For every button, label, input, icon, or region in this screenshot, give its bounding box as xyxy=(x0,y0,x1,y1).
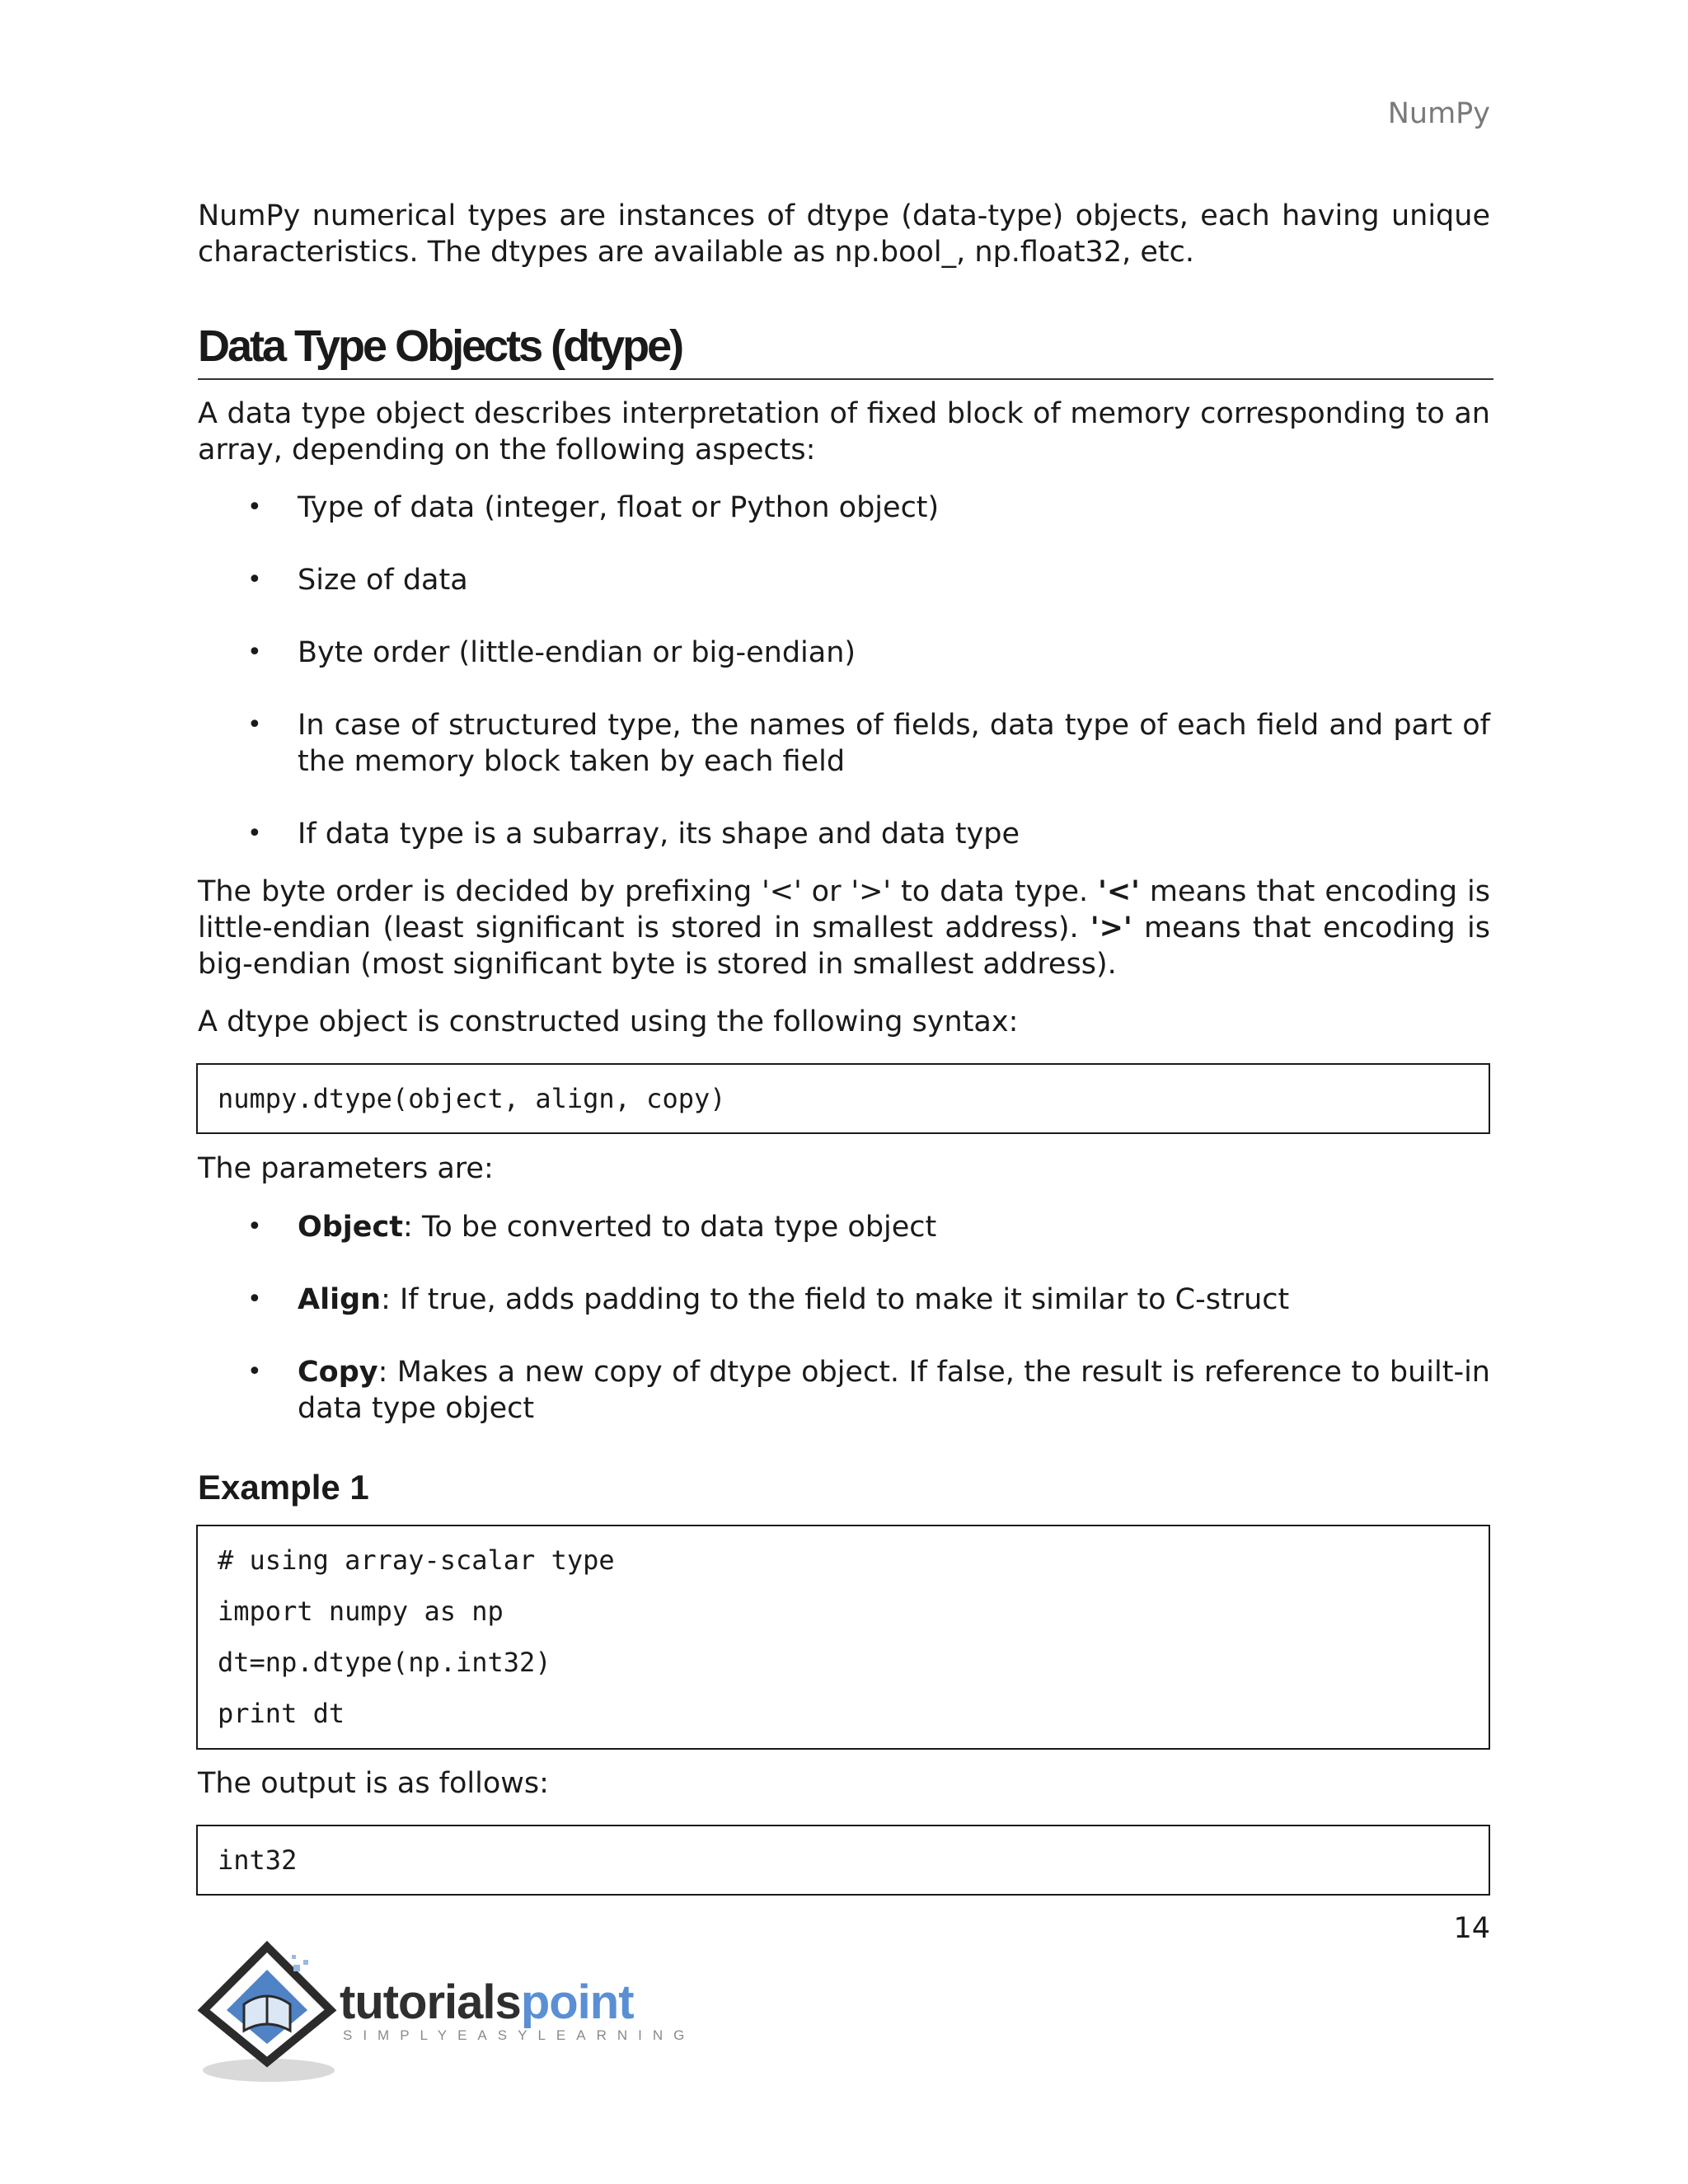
syntax-code-block: numpy.dtype(object, align, copy) xyxy=(196,1063,1490,1134)
bullet-icon: • xyxy=(247,710,262,739)
aspect-item: • In case of structured type, the names of fields, data type of each field and part of the memory block taken by each field xyxy=(247,709,1490,778)
example-code-block: # using array-scalar type import numpy as np dt=np.dtype(np.int32) print dt xyxy=(196,1525,1490,1750)
bullet-icon: • xyxy=(247,638,262,667)
byte-order-paragraph: The byte order is decided by prefixing '<' or '>' to data type. '<' means that encoding is little-endian (least significant is stored in smallest address). '>' means that encoding is big-endian (most significant byte is stored in smallest address). xyxy=(198,875,1490,981)
param-item: • Align: If true, adds padding to the field to make it similar to C-struct xyxy=(247,1283,1290,1316)
bullet-icon: • xyxy=(247,819,262,848)
intro-paragraph: NumPy numerical types are instances of dtype (data-type) objects, each having unique characteristics. The dtypes are available as np.bool_, np.float32, etc. xyxy=(198,199,1490,269)
bullet-icon: • xyxy=(247,1357,262,1386)
example-heading: Example 1 xyxy=(198,1468,369,1507)
page-number: 14 xyxy=(1453,1912,1490,1945)
tutorialspoint-logo xyxy=(195,1938,696,2087)
description-paragraph: A data type object describes interpretation of fixed block of memory corresponding to an array, depending on the following aspects: xyxy=(198,397,1490,466)
output-intro: The output is as follows: xyxy=(198,1767,549,1800)
output-code-block: int32 xyxy=(196,1825,1490,1896)
running-header: NumPy xyxy=(1387,97,1490,130)
bullet-icon: • xyxy=(247,493,262,522)
param-name: Copy xyxy=(298,1356,378,1389)
logo-wordmark: tutorialspoint xyxy=(340,1975,634,2029)
aspect-item: • Byte order (little-endian or big-endian) xyxy=(247,636,856,669)
bullet-icon: • xyxy=(247,1285,262,1314)
bullet-icon: • xyxy=(247,1212,262,1241)
aspect-item: • Type of data (integer, float or Python object) xyxy=(247,491,940,524)
bullet-icon: • xyxy=(247,565,262,594)
param-name: Object xyxy=(298,1211,404,1244)
logo-diamond-icon xyxy=(195,1938,343,2087)
syntax-intro: A dtype object is constructed using the following syntax: xyxy=(198,1005,1019,1038)
aspect-item: • Size of data xyxy=(247,564,468,597)
param-item: • Object: To be converted to data type object xyxy=(247,1211,937,1244)
param-name: Align xyxy=(298,1283,382,1316)
logo-tagline: SIMPLYEASYLEARNING xyxy=(343,2027,696,2043)
aspect-item: • If data type is a subarray, its shape and data type xyxy=(247,818,1020,851)
param-item: • Copy: Makes a new copy of dtype object. If false, the result is reference to built-in data type object xyxy=(247,1356,1490,1425)
params-intro: The parameters are: xyxy=(198,1152,494,1185)
section-heading: Data Type Objects (dtype) xyxy=(198,317,1493,380)
